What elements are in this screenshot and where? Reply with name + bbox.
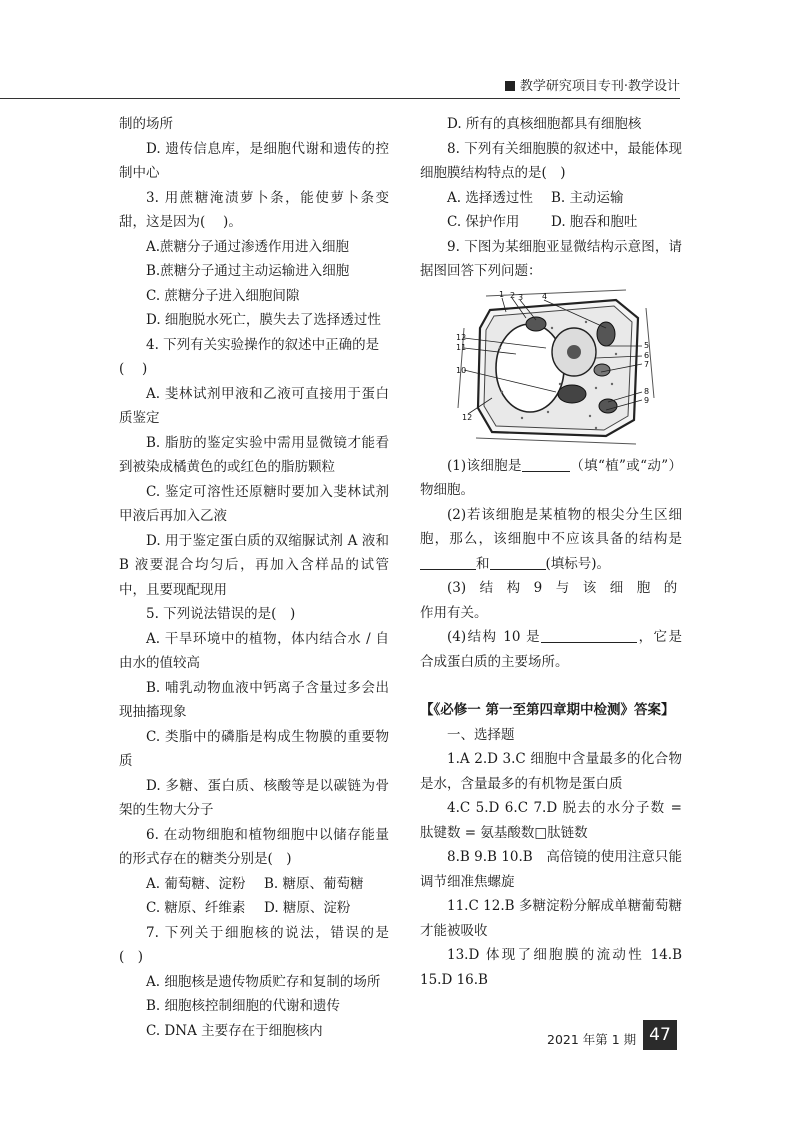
option-c: C. 糖原、纤维素 xyxy=(146,900,246,916)
option-c: C. 蔗糖分子进入细胞间隙 xyxy=(146,287,300,304)
fig-label: 8 xyxy=(644,386,650,396)
option-c: C. 保护作用 xyxy=(447,214,520,230)
answer-paren: ( ) xyxy=(119,361,148,377)
option-a: A. 干旱环境中的植物，体内结合水 / 自由水的值较高 xyxy=(119,630,389,671)
left-column xyxy=(119,112,389,1043)
subquestion-4: (4)结构 10 是 ，它是合成蛋白质的主要场所。 xyxy=(420,629,682,670)
choice-row xyxy=(420,210,682,235)
option-d: D. 用于鉴定蛋白质的双缩脲试剂 A 液和 B 液要混合均匀后，再加入含样品的试管中，且要现配现用 xyxy=(119,532,389,598)
answer-blank[interactable] xyxy=(541,628,637,643)
fig-label: 9 xyxy=(644,395,650,405)
text-line: 制的场所 xyxy=(119,116,173,132)
option-b: B. 细胞核控制细胞的代谢和遗传 xyxy=(146,998,341,1014)
choice-row xyxy=(119,896,389,921)
question-3: 3. 用蔗糖淹渍萝卜条，能使萝卜条变甜，这是因为( )。 xyxy=(119,189,389,230)
question-5: 5. 下列说法错误的是( ) xyxy=(146,606,296,622)
fig-label: 1 xyxy=(499,289,505,299)
subquestion-3-cont: 作用有关。 xyxy=(420,604,488,621)
answer-subheading: 一、选择题 xyxy=(447,726,515,743)
answer-line: 11.C 12.B 多糖淀粉分解成单糖葡萄糖才能被吸收 xyxy=(420,898,682,939)
subquestion-1: (1)该细胞是 （填“植”或“动”）物细胞。 xyxy=(420,457,683,498)
answer-blank[interactable] xyxy=(420,555,476,570)
option-b: B. 主动运输 xyxy=(551,189,624,206)
answer-line: 1.A 2.D 3.C 细胞中含量最多的化合物是水，含量最多的有机物是蛋白质 xyxy=(420,751,682,792)
answer-blank[interactable] xyxy=(522,457,570,472)
square-bullet-icon xyxy=(505,81,515,91)
answer-line: 13.D 体现了细胞膜的流动性 14.B 15.D 16.B xyxy=(420,947,682,988)
fig-label: 2 xyxy=(510,290,516,300)
question-9: 9. 下图为某细胞亚显微结构示意图，请据图回答下列问题： xyxy=(420,238,682,279)
answer-section-title: 【《必修一 第一至第四章期中检测》答案】 xyxy=(420,702,675,718)
option-a: A. 选择透过性 xyxy=(447,189,533,206)
option-c: C. 鉴定可溶性还原糖时要加入斐林试剂甲液后再加入乙液 xyxy=(119,483,389,524)
page-number: 47 xyxy=(643,1020,677,1050)
fig-label: 7 xyxy=(644,359,650,369)
fig-label: 12 xyxy=(456,332,467,342)
question-7: 7. 下列关于细胞核的说法，错误的是( ) xyxy=(119,924,389,965)
option-d: D. 糖原、淀粉 xyxy=(264,900,351,916)
answer-blank[interactable] xyxy=(490,555,546,570)
fig-label: 6 xyxy=(644,350,650,360)
option-b: B.蔗糖分子通过主动运输进入细胞 xyxy=(146,263,350,279)
fig-label: 11 xyxy=(456,342,467,352)
question-6: 6. 在动物细胞和植物细胞中以储存能量的形式存在的糖类分别是( ) xyxy=(119,826,389,867)
option-d: D. 胞吞和胞吐 xyxy=(551,214,638,230)
option-d: D. 所有的真核细胞都具有细胞核 xyxy=(447,116,642,132)
running-header xyxy=(0,70,680,99)
option-d: D. 细胞脱水死亡，膜失去了选择透过性 xyxy=(146,312,381,328)
question-8: 8. 下列有关细胞膜的叙述中，最能体现细胞膜结构特点的是( ) xyxy=(420,140,682,181)
option-c: C. DNA 主要存在于细胞核内 xyxy=(146,1022,323,1039)
fig-label: 4 xyxy=(542,291,548,301)
question-4: 4. 下列有关实验操作的叙述中正确的是 xyxy=(146,336,380,353)
option-a: A. 葡萄糖、淀粉 xyxy=(146,875,246,892)
choice-row xyxy=(119,872,389,897)
subquestion-3: (3) 结 构 9 与 该 细 胞 的 xyxy=(447,580,678,596)
cell-diagram-svg xyxy=(456,288,656,446)
option-d: D. 多糖、蛋白质、核酸等是以碳链为骨架的生物大分子 xyxy=(119,777,389,818)
fig-label: 10 xyxy=(456,365,467,375)
cell-diagram xyxy=(420,288,682,448)
option-d: D. 遗传信息库，是细胞代谢和遗传的控制中心 xyxy=(119,140,389,181)
option-a: A. 斐林试剂甲液和乙液可直接用于蛋白质鉴定 xyxy=(119,385,389,426)
fig-label: 5 xyxy=(644,340,650,350)
issue-label: 2021 年第 1 期 xyxy=(547,1032,637,1047)
fig-label: 12 xyxy=(462,412,473,422)
option-b: B. 哺乳动物血液中钙离子含量过多会出现抽搐现象 xyxy=(119,679,389,720)
answer-line: 4.C 5.D 6.C 7.D 脱去的水分子数 = 肽键数 = 氨基酸数□肽链数 xyxy=(420,800,682,841)
choice-row xyxy=(420,186,682,211)
right-column xyxy=(420,112,682,992)
fig-label: 3 xyxy=(518,292,524,302)
answer-line: 8.B 9.B 10.B 高倍镜的使用注意只能调节细准焦螺旋 xyxy=(420,849,682,890)
subquestion-2: (2)若该细胞是某植物的根尖分生区细胞，那么，该细胞中不应该具备的结构是和 (填标号)。 xyxy=(420,506,682,572)
option-c: C. 类脂中的磷脂是构成生物膜的重要物质 xyxy=(119,728,389,769)
option-a: A.蔗糖分子通过渗透作用进入细胞 xyxy=(146,238,350,255)
option-b: B. 糖原、葡萄糖 xyxy=(264,875,364,892)
option-a: A. 细胞核是遗传物质贮存和复制的场所 xyxy=(146,973,381,990)
header-title: 教学研究项目专刊·教学设计 xyxy=(505,75,680,94)
option-b: B. 脂肪的鉴定实验中需用显微镜才能看到被染成橘黄色的或红色的脂肪颗粒 xyxy=(119,434,389,475)
